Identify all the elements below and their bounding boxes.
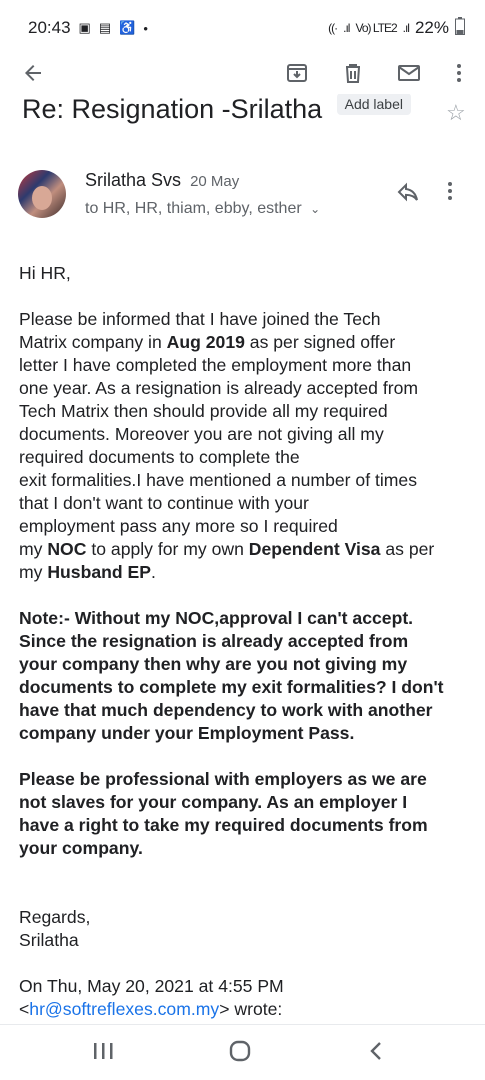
body-line: Tech Matrix then should provide all my required: [19, 401, 388, 421]
trash-icon: [341, 61, 365, 85]
note-line: have that much dependency to work with another: [19, 700, 433, 720]
recipients-toggle[interactable]: [85, 200, 320, 218]
more-vert-icon: [448, 182, 452, 200]
add-label-button[interactable]: Add label: [337, 94, 411, 115]
body-line: that I don't want to continue with your: [19, 493, 309, 513]
body-line: Matrix company in Aug 2019 as per signed offer: [19, 332, 396, 352]
body-line: documents. Moreover you are not giving all my: [19, 424, 384, 444]
recent-apps-icon: [92, 1039, 114, 1063]
quote-from: <hr@softreflexes.com.my> wrote:: [19, 999, 283, 1019]
recipients-text: to HR, HR, thiam, ebby, esther: [85, 200, 302, 217]
quoted-email-link[interactable]: hr@softreflexes.com.my: [29, 999, 220, 1019]
reply-icon: [396, 180, 420, 204]
accessibility-icon: ♿: [119, 20, 136, 35]
note-line: your company then why are you not giving my: [19, 654, 408, 674]
battery-percent: 22%: [414, 18, 449, 37]
email-subject: [22, 94, 472, 134]
body-line: Please be informed that I have joined the Tech: [19, 309, 381, 329]
archive-icon: [285, 61, 309, 85]
message-icon: ▤: [98, 20, 112, 35]
body-line: required documents to complete the: [19, 447, 300, 467]
signal-icon-2: .ıl: [402, 21, 409, 35]
closing-line: your company.: [19, 838, 143, 858]
body-line: my Husband EP.: [19, 562, 156, 582]
wifi-icon: ((·: [328, 21, 338, 35]
body-line: my NOC to apply for my own Dependent Visa as per: [19, 539, 435, 559]
signature: Srilatha: [19, 930, 79, 950]
battery-icon: [455, 17, 465, 40]
chevron-left-icon: [366, 1039, 386, 1063]
clock: 20:43: [28, 18, 71, 37]
quote-header: On Thu, May 20, 2021 at 4:55 PM: [19, 976, 284, 996]
nav-back-button[interactable]: [366, 1039, 386, 1068]
note-line: company under your Employment Pass.: [19, 723, 355, 743]
email-toolbar: [0, 48, 485, 98]
arrow-back-icon: [21, 61, 45, 85]
system-nav-bar: [0, 1024, 485, 1080]
body-line: employment pass any more so I required: [19, 516, 338, 536]
sender-line: [85, 170, 239, 191]
email-date: 20 May: [190, 173, 240, 190]
mark-unread-button[interactable]: [394, 58, 424, 88]
home-button[interactable]: [228, 1039, 252, 1068]
note-line: Note:- Without my NOC,approval I can't accept.: [19, 608, 414, 628]
recent-apps-button[interactable]: [92, 1039, 114, 1068]
closing-line: have a right to take my required documents from: [19, 815, 428, 835]
body-line: letter I have completed the employment more than: [19, 355, 412, 375]
archive-button[interactable]: [282, 58, 312, 88]
message-more-button[interactable]: [448, 182, 452, 200]
subject-text: Re: Resignation -Srilatha: [22, 94, 323, 124]
body-line: one year. As a resignation is already accepted from: [19, 378, 419, 398]
more-vert-icon: [457, 64, 461, 82]
chevron-down-icon: ⌄: [310, 202, 321, 216]
reply-button[interactable]: [396, 180, 420, 211]
gallery-icon: ▣: [78, 20, 91, 35]
signal-icon: .ıl: [343, 21, 350, 35]
home-icon: [228, 1039, 252, 1063]
sender-avatar[interactable]: [18, 170, 66, 218]
body-line: exit formalities.I have mentioned a number of times: [19, 470, 417, 490]
star-icon[interactable]: ☆: [446, 100, 466, 125]
sender-name[interactable]: Srilatha Svs: [85, 170, 182, 190]
note-line: Since the resignation is already accepted from: [19, 631, 409, 651]
more-options-button[interactable]: [444, 58, 474, 88]
regards: Regards,: [19, 907, 91, 927]
closing-line: Please be professional with employers as we are: [19, 769, 427, 789]
delete-button[interactable]: [338, 58, 368, 88]
note-line: documents to complete my exit formalities? I don't: [19, 677, 444, 697]
closing-line: not slaves for your company. As an employer I: [19, 792, 408, 812]
email-body: [19, 262, 469, 1021]
back-button[interactable]: [18, 58, 48, 88]
greeting: Hi HR,: [19, 263, 71, 283]
dot-icon: •: [143, 20, 148, 36]
network-type: Vo) LTE2: [355, 21, 397, 35]
mail-icon: [397, 61, 421, 85]
